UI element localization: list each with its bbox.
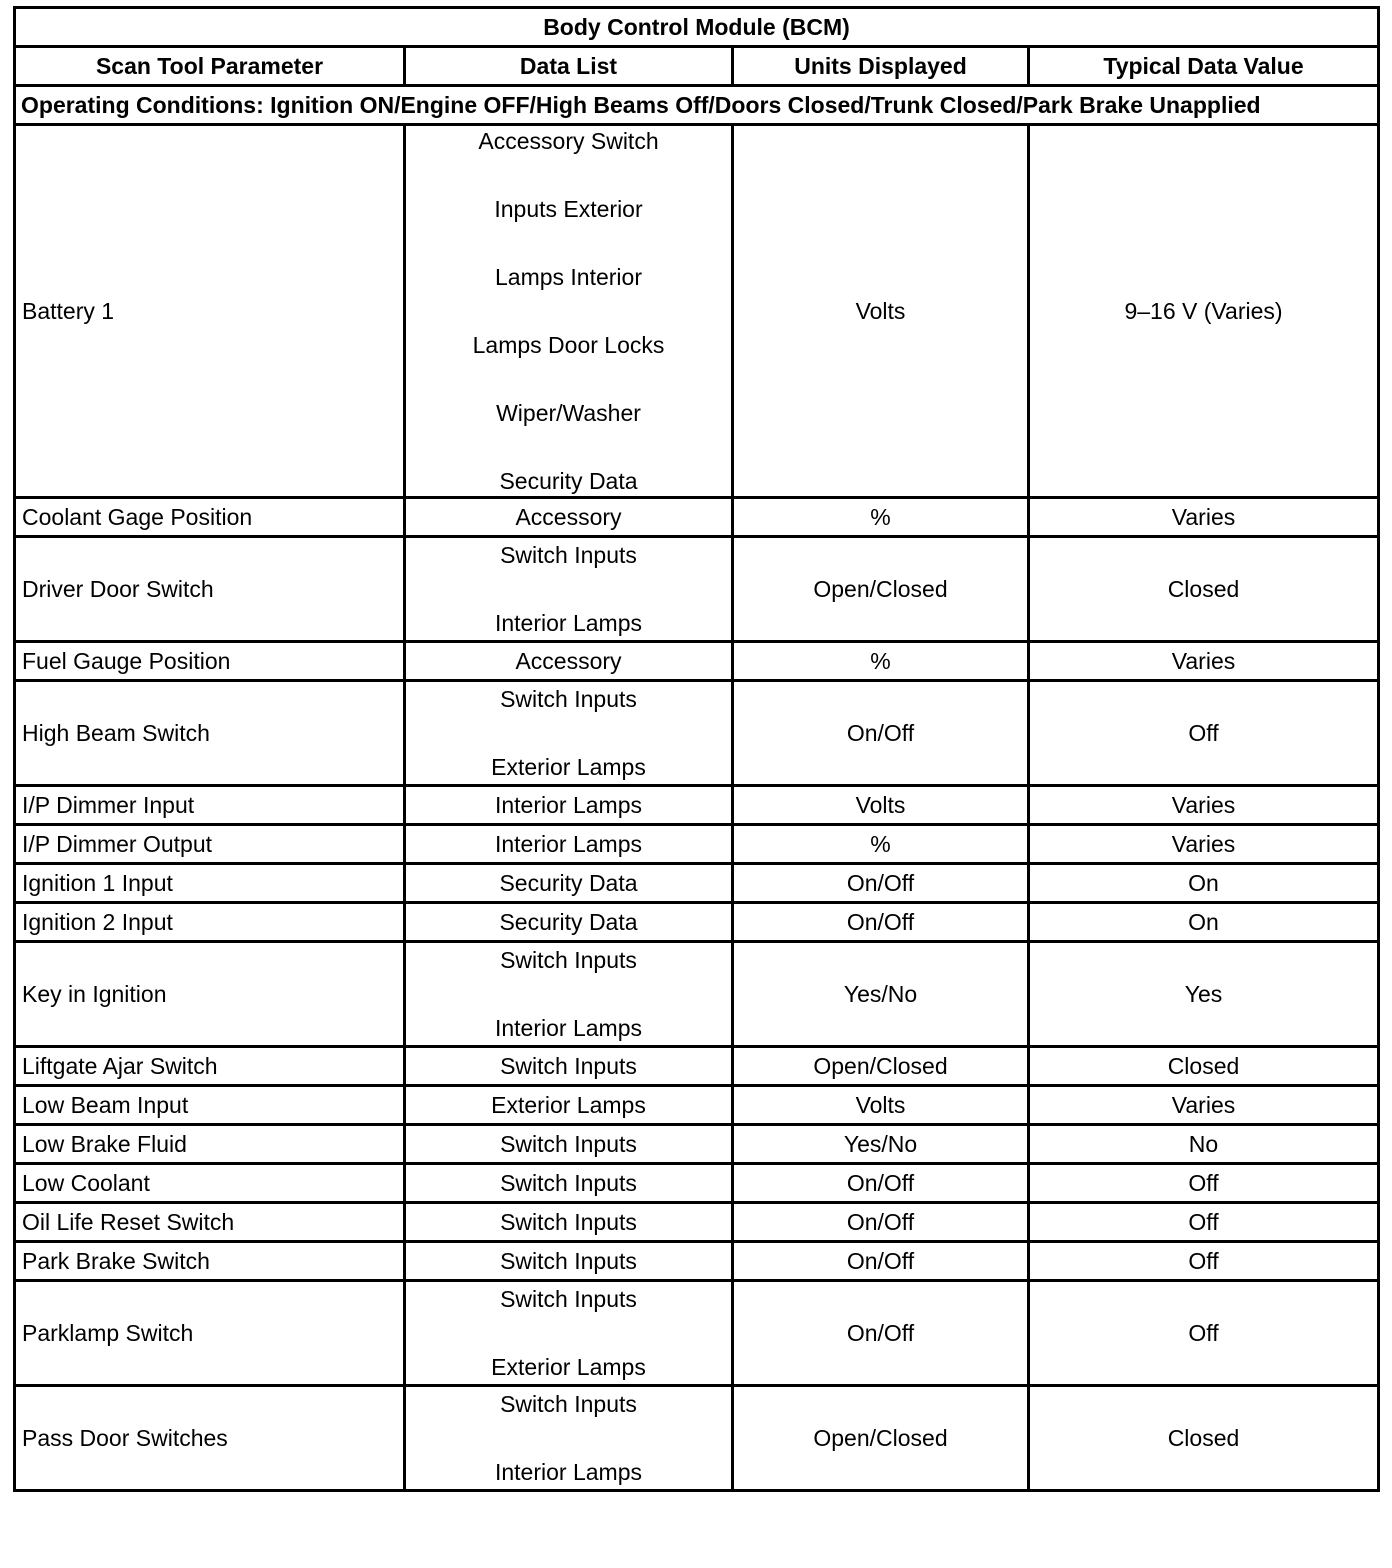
units-displayed-cell: On/Off: [733, 1242, 1029, 1281]
typical-data-value-cell: On: [1029, 903, 1379, 942]
table-row: [15, 825, 1379, 864]
header-row: [15, 47, 1379, 86]
units-displayed-cell: Volts: [733, 125, 1029, 498]
data-list-gap: [412, 290, 725, 332]
scan-tool-parameter-cell: Ignition 2 Input: [15, 903, 405, 942]
data-list-cell: [405, 903, 733, 942]
typical-data-value-cell: Varies: [1029, 498, 1379, 537]
data-list-cell: [405, 537, 733, 642]
data-list-cell: [405, 642, 733, 681]
data-list-item: Interior Lamps: [494, 792, 642, 818]
data-list-item: Switch Inputs: [500, 1209, 637, 1235]
typical-data-value-cell: Varies: [1029, 642, 1379, 681]
table-row: [15, 1125, 1379, 1164]
typical-data-value-cell: Yes: [1029, 942, 1379, 1047]
data-list-cell: [405, 1386, 733, 1491]
data-list-item: Accessory Switch: [478, 128, 659, 154]
units-displayed-cell: On/Off: [733, 1203, 1029, 1242]
data-list-item: Exterior Lamps: [491, 1092, 646, 1118]
data-list-item: Accessory: [515, 504, 622, 530]
units-displayed-cell: On/Off: [733, 681, 1029, 786]
data-list-gap: [412, 568, 725, 610]
data-list-gap: [412, 154, 725, 196]
units-displayed-cell: On/Off: [733, 1164, 1029, 1203]
data-list-item: Switch Inputs: [500, 686, 637, 712]
data-list-item: Exterior Lamps: [491, 754, 646, 780]
typical-data-value-cell: Off: [1029, 681, 1379, 786]
table-row: [15, 125, 1379, 498]
units-displayed-cell: Open/Closed: [733, 1047, 1029, 1086]
data-list-cell: [405, 1086, 733, 1125]
units-displayed-cell: On/Off: [733, 903, 1029, 942]
table-row: [15, 642, 1379, 681]
data-list-item: Accessory: [515, 648, 622, 674]
typical-data-value-cell: Closed: [1029, 537, 1379, 642]
units-displayed-cell: Open/Closed: [733, 1386, 1029, 1491]
units-displayed-cell: Yes/No: [733, 942, 1029, 1047]
data-list-item: Inputs Exterior: [494, 196, 643, 222]
table-row: [15, 1047, 1379, 1086]
data-list-item: Switch Inputs: [500, 542, 637, 568]
bcm-data-table: [13, 6, 1380, 1492]
scan-tool-parameter-cell: Pass Door Switches: [15, 1386, 405, 1491]
bcm-table-container: [13, 6, 1377, 1492]
units-displayed-cell: Yes/No: [733, 1125, 1029, 1164]
data-list-item: Lamps Interior: [494, 264, 642, 290]
title-row: [15, 8, 1379, 47]
units-displayed-cell: %: [733, 642, 1029, 681]
table-row: [15, 537, 1379, 642]
conditions-row: [15, 86, 1379, 125]
typical-data-value-cell: Off: [1029, 1281, 1379, 1386]
data-list-cell: [405, 1047, 733, 1086]
data-list-item: Switch Inputs: [500, 1248, 637, 1274]
data-list-item: Lamps Door Locks: [472, 332, 665, 358]
scan-tool-parameter-cell: High Beam Switch: [15, 681, 405, 786]
column-header: Typical Data Value: [1029, 47, 1379, 86]
scan-tool-parameter-cell: Key in Ignition: [15, 942, 405, 1047]
table-row: [15, 1164, 1379, 1203]
units-displayed-cell: Open/Closed: [733, 537, 1029, 642]
typical-data-value-cell: Varies: [1029, 1086, 1379, 1125]
data-list-gap: [412, 712, 725, 754]
typical-data-value-cell: Closed: [1029, 1386, 1379, 1491]
data-list-cell: [405, 942, 733, 1047]
data-list-item: Switch Inputs: [500, 1053, 637, 1079]
data-list-item: Switch Inputs: [500, 1391, 637, 1417]
data-list-gap: [412, 1417, 725, 1459]
table-row: [15, 1386, 1379, 1491]
scan-tool-parameter-cell: I/P Dimmer Input: [15, 786, 405, 825]
data-list-cell: [405, 1164, 733, 1203]
table-row: [15, 1281, 1379, 1386]
units-displayed-cell: %: [733, 498, 1029, 537]
data-list-item: Security Data: [499, 870, 638, 896]
typical-data-value-cell: Closed: [1029, 1047, 1379, 1086]
units-displayed-cell: On/Off: [733, 1281, 1029, 1386]
data-list-gap: [412, 973, 725, 1015]
typical-data-value-cell: Off: [1029, 1203, 1379, 1242]
scan-tool-parameter-cell: Ignition 1 Input: [15, 864, 405, 903]
data-list-cell: [405, 825, 733, 864]
typical-data-value-cell: Varies: [1029, 786, 1379, 825]
table-row: [15, 1203, 1379, 1242]
data-list-item: Switch Inputs: [500, 1170, 637, 1196]
scan-tool-parameter-cell: Fuel Gauge Position: [15, 642, 405, 681]
typical-data-value-cell: On: [1029, 864, 1379, 903]
data-list-item: Exterior Lamps: [491, 1354, 646, 1380]
units-displayed-cell: On/Off: [733, 864, 1029, 903]
table-row: [15, 864, 1379, 903]
table-body: [15, 125, 1379, 1491]
data-list-cell: [405, 786, 733, 825]
table-row: [15, 681, 1379, 786]
data-list-cell: [405, 125, 733, 498]
scan-tool-parameter-cell: Coolant Gage Position: [15, 498, 405, 537]
table-row: [15, 786, 1379, 825]
data-list-cell: [405, 1125, 733, 1164]
scan-tool-parameter-cell: Parklamp Switch: [15, 1281, 405, 1386]
scan-tool-parameter-cell: Oil Life Reset Switch: [15, 1203, 405, 1242]
data-list-item: Interior Lamps: [494, 610, 642, 636]
units-displayed-cell: %: [733, 825, 1029, 864]
data-list-gap: [412, 426, 725, 468]
column-header: Units Displayed: [733, 47, 1029, 86]
column-header: Data List: [405, 47, 733, 86]
scan-tool-parameter-cell: Battery 1: [15, 125, 405, 498]
scan-tool-parameter-cell: Liftgate Ajar Switch: [15, 1047, 405, 1086]
typical-data-value-cell: Varies: [1029, 825, 1379, 864]
data-list-item: Interior Lamps: [494, 831, 642, 857]
table-row: [15, 1086, 1379, 1125]
typical-data-value-cell: Off: [1029, 1164, 1379, 1203]
table-row: [15, 498, 1379, 537]
units-displayed-cell: Volts: [733, 1086, 1029, 1125]
data-list-item: Security Data: [499, 909, 638, 935]
typical-data-value-cell: No: [1029, 1125, 1379, 1164]
scan-tool-parameter-cell: Park Brake Switch: [15, 1242, 405, 1281]
units-displayed-cell: Volts: [733, 786, 1029, 825]
data-list-item: Interior Lamps: [494, 1459, 642, 1485]
data-list-cell: [405, 1242, 733, 1281]
operating-conditions: Operating Conditions: Ignition ON/Engine OFF/High Beams Off/Doors Closed/Trunk Closed/Park Brake Unapplied: [15, 86, 1379, 125]
column-header: Scan Tool Parameter: [15, 47, 405, 86]
table-title: Body Control Module (BCM): [15, 8, 1379, 47]
scan-tool-parameter-cell: I/P Dimmer Output: [15, 825, 405, 864]
data-list-gap: [412, 1312, 725, 1354]
data-list-item: Switch Inputs: [500, 1286, 637, 1312]
data-list-item: Interior Lamps: [494, 1015, 642, 1041]
scan-tool-parameter-cell: Driver Door Switch: [15, 537, 405, 642]
table-row: [15, 1242, 1379, 1281]
typical-data-value-cell: 9–16 V (Varies): [1029, 125, 1379, 498]
data-list-gap: [412, 358, 725, 400]
data-list-cell: [405, 1281, 733, 1386]
typical-data-value-cell: Off: [1029, 1242, 1379, 1281]
table-row: [15, 942, 1379, 1047]
data-list-cell: [405, 864, 733, 903]
data-list-item: Security Data: [499, 468, 638, 494]
scan-tool-parameter-cell: Low Brake Fluid: [15, 1125, 405, 1164]
data-list-item: Wiper/Washer: [496, 400, 641, 426]
data-list-cell: [405, 681, 733, 786]
data-list-cell: [405, 498, 733, 537]
data-list-item: Switch Inputs: [500, 947, 637, 973]
data-list-cell: [405, 1203, 733, 1242]
scan-tool-parameter-cell: Low Coolant: [15, 1164, 405, 1203]
table-row: [15, 903, 1379, 942]
scan-tool-parameter-cell: Low Beam Input: [15, 1086, 405, 1125]
data-list-item: Switch Inputs: [500, 1131, 637, 1157]
data-list-gap: [412, 222, 725, 264]
